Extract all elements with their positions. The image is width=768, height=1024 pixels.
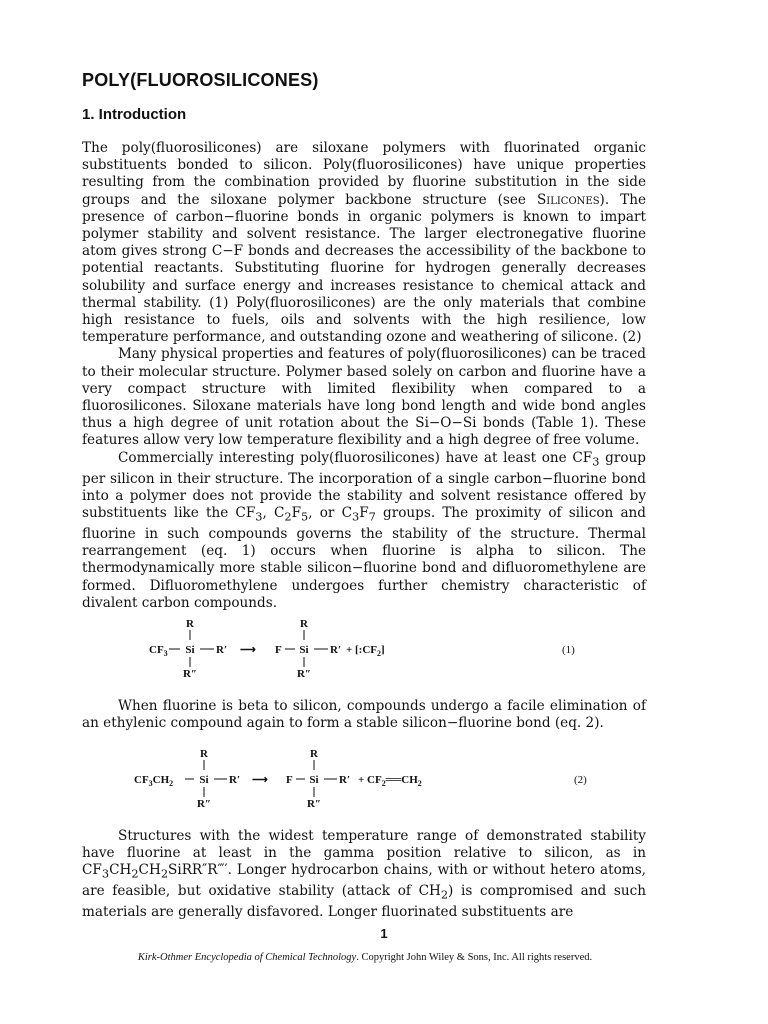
eq1-product-f: F bbox=[275, 644, 282, 656]
eq1-product-r-bottom: R″ bbox=[296, 668, 312, 678]
page-title: POLY(FLUOROSILICONES) bbox=[82, 70, 319, 90]
copyright-text: . Copyright John Wiley & Sons, Inc. All rights reserved. bbox=[356, 952, 593, 963]
eq1-product-si: Si bbox=[299, 644, 309, 656]
eq1-r-right: R′ bbox=[216, 644, 228, 656]
cross-reference-link[interactable]: Silicones bbox=[536, 191, 600, 208]
text-block-3 bbox=[82, 828, 646, 921]
equation-1 bbox=[82, 616, 646, 678]
eq1-si: Si bbox=[185, 644, 195, 656]
eq1-arrow: ⟶ bbox=[240, 644, 256, 656]
eq2-si: Si bbox=[199, 774, 209, 786]
paragraph-1: The poly(fluorosilicones) are siloxane polymers with fluorinated organic substituents bonded to silicon. Poly(fluorosilicones) have unique properties resulting from the combination provided by fluorine substitution in the side groups and the siloxane polymer backbone structure (see Silicones). The presence of carbon−fluorine bonds in organic polymers is known to impart polymer stability and solvent resistance. The larger electronegative fluorine atom gives strong C−F bonds and decreases the accessibility of the backbone to potential reactants. Substituting fluorine for hydrogen generally decreases solubility and surface energy and increases resistance to chemical attack and thermal stability. (1) Poly(fluorosilicones) are the only materials that combine high resistance to fuels, oils and solvents with the high resilience, low temperature performance, and outstanding ozone and weathering of silicone. (2) bbox=[82, 140, 647, 346]
section-heading: 1. Introduction bbox=[82, 106, 187, 123]
eq2-product-r-top: R bbox=[310, 748, 318, 760]
eq2-product-r-right: R′ bbox=[339, 774, 351, 786]
source-title: Kirk-Othmer Encyclopedia of Chemical Technology bbox=[137, 952, 357, 963]
eq1-product-r-right: R′ bbox=[330, 644, 342, 656]
eq2-left-group: $CF_3CH_2$ bbox=[134, 774, 174, 788]
intro-text-block bbox=[82, 140, 646, 612]
paragraph-5: Structures with the widest temperature range of demonstrated stability have fluorine at least in the gamma position relative to silicon, as in $CF_3CH_2CH_2SiRR''R‴'$. Longer hydrocarbon chains, with or without hetero atoms, are feasible, but oxidative stability (attack of $CH_2$) is compromised and such materials are generally disfavored. Longer fluorinated substituents are bbox=[82, 828, 646, 921]
eq1-product-r-top: R bbox=[300, 618, 308, 630]
eq2-arrow: ⟶ bbox=[252, 774, 268, 786]
eq2-r-bottom: R″ bbox=[196, 798, 212, 808]
paragraph-2: Many physical properties and features of poly(fluorosilicones) can be traced to their molecular structure. Polymer based solely on carbon and fluorine have a very compact structure with limited flexibility when compared to a fluorosilicones. Siloxane materials have long bond length and wide bond angles thus a high degree of unit rotation about the Si−O−Si bonds (Table 1). These features allow very low temperature flexibility and a high degree of free volume. bbox=[82, 346, 646, 449]
eq2-byproduct: + $CF_2══CH_2$ bbox=[358, 774, 422, 788]
eq2-product-r-bottom: R″ bbox=[306, 798, 322, 808]
eq2-r-right: R′ bbox=[229, 774, 241, 786]
paragraph-4: When fluorine is beta to silicon, compounds undergo a facile elimination of an ethylenic compound again to form a stable silicon−fluorine bond (eq. 2). bbox=[82, 698, 646, 732]
equation-2 bbox=[82, 746, 646, 808]
eq2-product-si: Si bbox=[309, 774, 319, 786]
paragraph-3: Commercially interesting poly(fluorosilicones) have at least one $CF_3$ group per silicon in their structure. The incorporation of a single carbon−fluorine bond into a polymer does not provide the stability and solvent resistance offered by substituents like the $CF_3$, $C_2F_5$, or $C_3F_7$ groups. The proximity of silicon and fluorine in such compounds governs the stability of the structure. Thermal rearrangement (eq. 1) occurs when fluorine is alpha to silicon. The thermodynamically more stable silicon−fluorine bond and difluoromethylene are formed. Difluoromethylene undergoes further chemistry characteristic of divalent carbon compounds. bbox=[82, 449, 647, 611]
eq1-left-group: $CF_3$ bbox=[149, 644, 168, 658]
eq2-label: (2) bbox=[574, 774, 587, 786]
copyright-footer bbox=[82, 952, 648, 963]
eq2-product-f: F bbox=[286, 774, 293, 786]
eq1-r-bottom: R″ bbox=[182, 668, 198, 678]
text-block-2 bbox=[82, 698, 646, 732]
eq1-label: (1) bbox=[562, 644, 575, 656]
eq1-r-top: R bbox=[186, 618, 194, 630]
eq2-r-top: R bbox=[200, 748, 208, 760]
page-number: 1 bbox=[380, 926, 388, 941]
eq1-byproduct: + $[:CF_2]$ bbox=[346, 644, 385, 658]
